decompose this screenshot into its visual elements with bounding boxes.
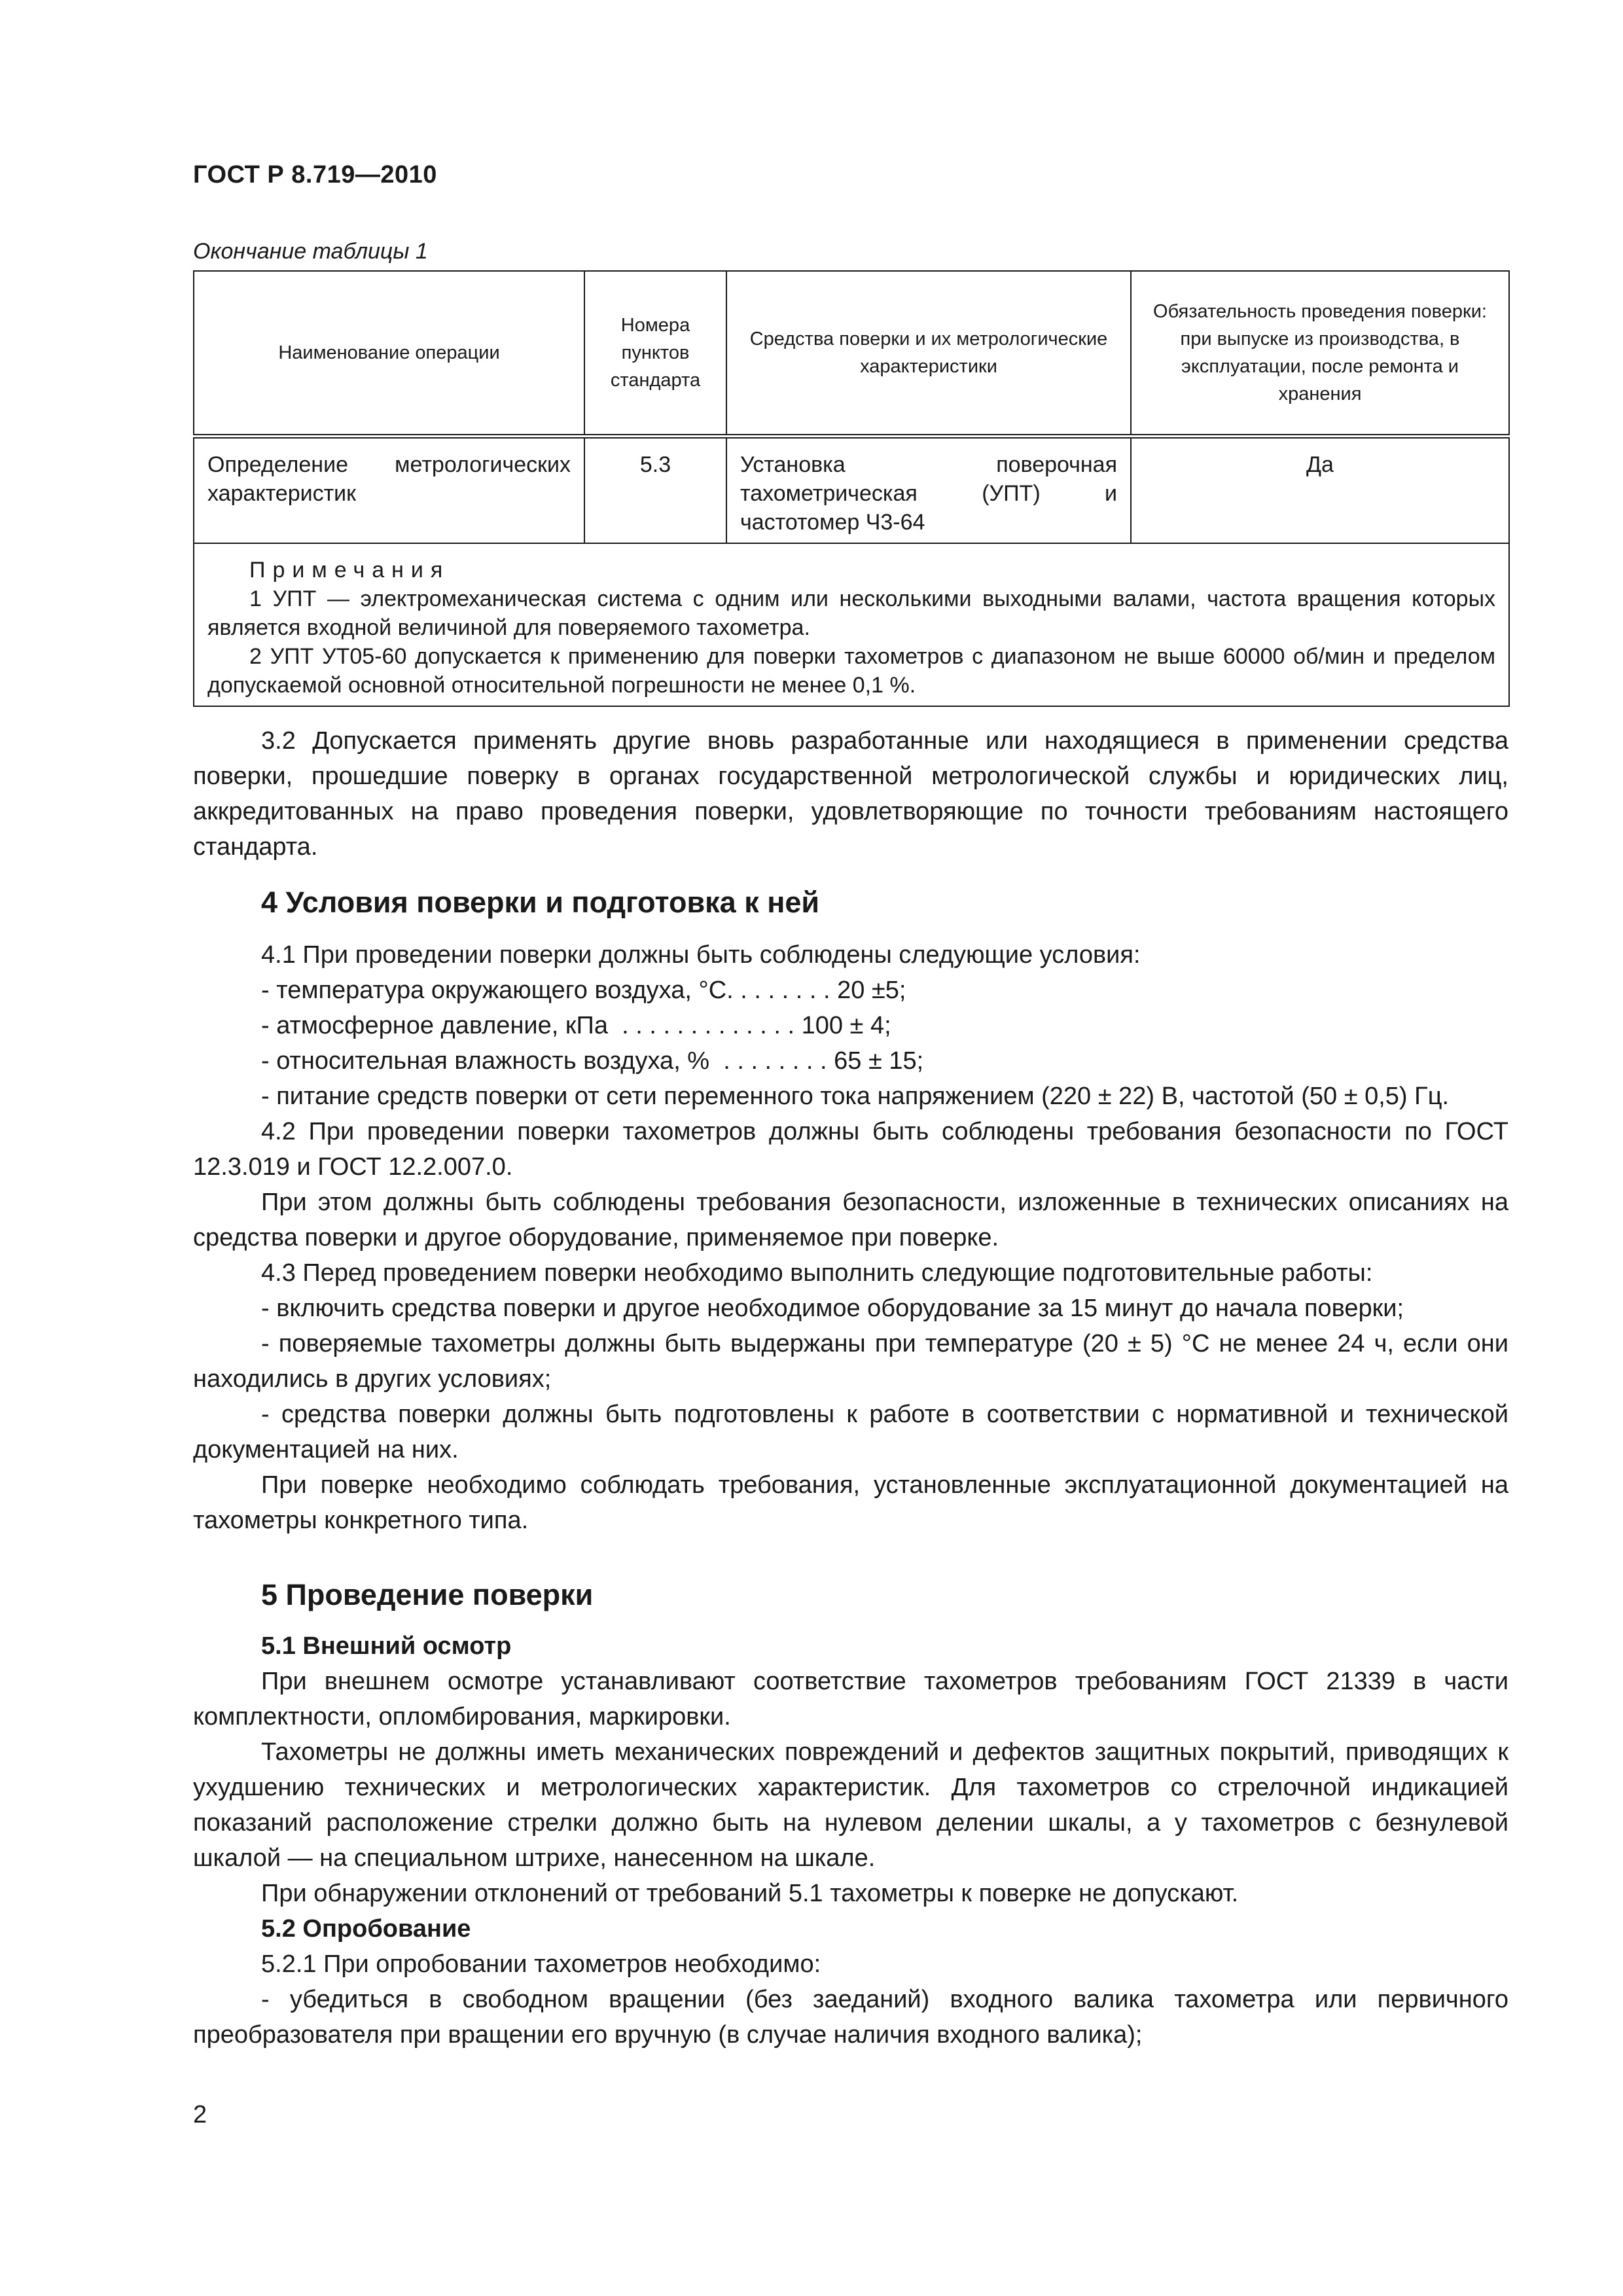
condition-item: - относительная влажность воздуха, % . . . . . . . . 65 ± 15;: [261, 1047, 924, 1075]
paragraph-3-2-block: [193, 723, 1508, 865]
column-header-means: Средства поверки и их метрологические характеристики: [726, 271, 1131, 437]
paragraph-4-3-continued: При поверке необходимо соблюдать требования, установленные эксплуатационной документацией на тахометры конкретного типа.: [193, 1471, 1508, 1534]
table-header-row: [194, 271, 1509, 437]
paragraph-5-1-1: При внешнем осмотре устанавливают соответствие тахометров требованиям ГОСТ 21339 в части комплектности, опломбирования, маркировки.: [193, 1668, 1508, 1731]
document-header: ГОСТ Р 8.719—2010: [193, 161, 437, 188]
page-number: 2: [193, 2101, 207, 2128]
note-item: 1 УПТ — электромеханическая система с одним или несколькими выходными валами, частота вращения которых является входной величиной для поверяемого тахометра.: [207, 586, 1495, 640]
paragraph-5-2-item: - убедиться в свободном вращении (без заеданий) входного валика тахометра или первичного преобразователя при вращении его вручную (в случае наличия входного валика);: [193, 1986, 1508, 2049]
table-row: [194, 437, 1509, 543]
condition-item: - температура окружающего воздуха, °С. . . . . . . . 20 ±5;: [261, 977, 906, 1004]
paragraph-4-3: 4.3 Перед проведением поверки необходимо выполнить следующие подготовительные работы:: [261, 1259, 1373, 1287]
notes-title: Примечания: [249, 557, 450, 583]
subsection-5-2-heading: 5.2 Опробование: [261, 1915, 471, 1943]
paragraph-4-2-continued: При этом должны быть соблюдены требования безопасности, изложенные в технических описаниях на средства поверки и другое оборудование, применяемое при поверке.: [193, 1189, 1508, 1251]
prep-item: - поверяемые тахометры должны быть выдержаны при температуре (20 ± 5) °С не менее 24 ч, если они находились в других условиях;: [193, 1330, 1508, 1393]
condition-item: - атмосферное давление, кПа . . . . . . . . . . . . . 100 ± 4;: [261, 1012, 891, 1039]
paragraph-5-1-3: При обнаружении отклонений от требований 5.1 тахометры к поверке не допускают.: [261, 1880, 1239, 1907]
cell-operation: Определение метрологических характеристик: [194, 437, 584, 543]
prep-item: - включить средства поверки и другое необходимое оборудование за 15 минут до начала поверки;: [261, 1295, 1404, 1322]
paragraph-3-2: 3.2 Допускается применять другие вновь разработанные или находящиеся в применении средства поверки, прошедшие поверку в органах государственной метрологической службы и юридических лиц, аккредитованных на право проведения поверки, удовлетворяющие по точности требованиям настоящего стандарта.: [193, 727, 1508, 861]
section-4: [193, 885, 1508, 1538]
section-5: [193, 1577, 1508, 2053]
table-caption: Окончание таблицы 1: [193, 239, 428, 264]
condition-item: - питание средств поверки от сети переменного тока напряжением (220 ± 22) В, частотой (50 ± 0,5) Гц.: [261, 1083, 1450, 1110]
column-header-operation: Наименование операции: [194, 271, 584, 437]
paragraph-4-1: 4.1 При проведении поверки должны быть соблюдены следующие условия:: [261, 941, 1141, 969]
subsection-5-1-heading: 5.1 Внешний осмотр: [261, 1632, 512, 1660]
paragraph-5-1-2: Тахометры не должны иметь механических повреждений и дефектов защитных покрытий, приводящих к ухудшению технических и метрологических характеристик. Для тахометров со стрелочной индикацией показаний расположение стрелки должно быть на нулевом делении шкалы, а у тахометров с безнулевой шкалой — на специальном штрихе, нанесенном на шкале.: [193, 1738, 1508, 1872]
cell-mandatory: Да: [1131, 437, 1509, 543]
section-4-heading: 4 Условия поверки и подготовка к ней: [261, 886, 820, 919]
column-header-mandatory: Обязательность проведения поверки: при выпуске из производства, в эксплуатации, после ремонта и хранения: [1131, 271, 1509, 437]
prep-item: - средства поверки должны быть подготовлены к работе в соответствии с нормативной и технической документацией на них.: [193, 1401, 1508, 1463]
cell-clause: 5.3: [584, 437, 726, 543]
paragraph-5-2-1: 5.2.1 При опробовании тахометров необходимо:: [261, 1950, 821, 1978]
cell-means: Установка поверочная тахометрическая (УПТ) и частотомер Ч3-64: [726, 437, 1131, 543]
paragraph-4-2: 4.2 При проведении поверки тахометров должны быть соблюдены требования безопасности по ГОСТ 12.3.019 и ГОСТ 12.2.007.0.: [193, 1118, 1508, 1181]
section-5-heading: 5 Проведение поверки: [261, 1578, 594, 1611]
note-item: 2 УПТ УТ05-60 допускается к применению для поверки тахометров с диапазоном не выше 60000 об/мин и пределом допускаемой основной относительной погрешности не менее 0,1 %.: [207, 644, 1495, 698]
column-header-clause: Номера пунктов стандарта: [584, 271, 726, 437]
operations-table: [193, 270, 1510, 707]
table-notes-row: [194, 543, 1509, 706]
cell-notes: [194, 543, 1509, 706]
